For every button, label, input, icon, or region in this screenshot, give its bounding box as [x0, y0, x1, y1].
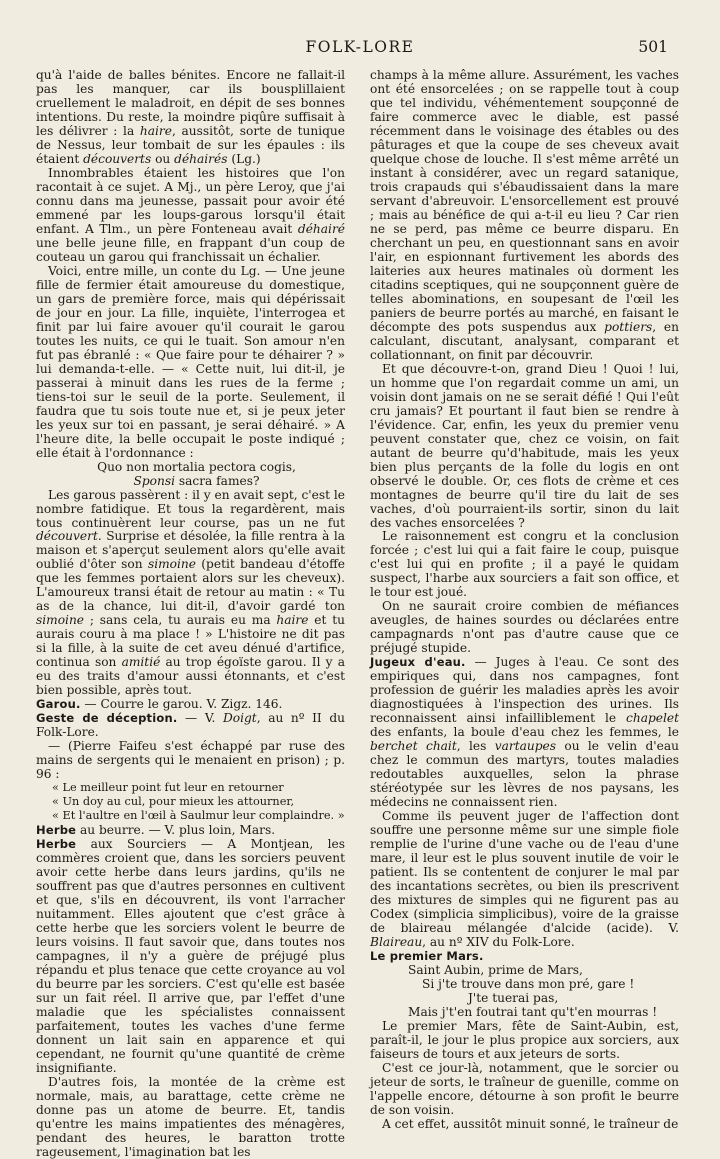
paragraph: A cet effet, aussitôt minuit sonné, le traîneur de: [382, 1116, 679, 1131]
entry-headword: Herbe: [36, 823, 77, 838]
quoted-verse: « Le meilleur point fut leur en retourner: [52, 781, 284, 795]
paragraph: qu'à l'aide de balles bénites. Encore ne fallait-il pas les manquer, car ils bousplillaient cruellement le maladroit, en dépit de ses bonnes intentions. Du reste, la moindre piqûre suffisait à les délivrer : la haire, aussitôt, sorte de tunique de Nessus, leur tombait de sur les épaules : ils étaient découverts ou déhairés (Lg.): [36, 68, 345, 166]
page-number: 501: [638, 38, 668, 56]
paragraph: C'est ce jour-là, notamment, que le sorcier ou jeteur de sorts, le traîneur de guenille, comme on l'appelle encore, détourne à son profit le beurre de son voisin.: [370, 1060, 679, 1117]
verse-line: J'te tuerai pas,: [468, 990, 559, 1005]
entry-headword: Le premier Mars.: [370, 949, 484, 964]
paragraph: On ne saurait croire combien de méfiances aveugles, de haines sourdes ou déclarées entre campagnards n'ont pas d'autre cause que ce préjugé stupide.: [370, 599, 679, 656]
entry-headword: Garou.: [36, 697, 81, 712]
verse-line: Saint Aubin, prime de Mars,: [408, 963, 583, 977]
paragraph: Comme ils peuvent juger de l'affection dont souffre une personne même sur une simple fiole remplie de l'urine d'une vache ou de l'eau d'une mare, il leur est le plus souvent inutile de voir le patient. Ils se contentent de conjurer le mal par des incantations secrètes, ou bien ils prescrivent des mixtures de simples qui ne figurent pas au Codex (simplicia simplicibus), voire de la graisse de blaireau mélangée d'alcide (acide). V. Blaireau, au nº XIV du Folk-Lore.: [370, 809, 679, 950]
verse-line: Si j'te trouve dans mon pré, gare !: [422, 976, 635, 991]
paragraph: D'autres fois, la montée de la crème est normale, mais, au barattage, cette crème ne donne pas un atome de beurre. Et, tandis qu'entre les mains impatientes des ménagères, pendant des heures, le baratton trotte rageusement, l'imagination bat les: [36, 1074, 345, 1159]
paragraph: Le raisonnement est congru et la conclusion forcée ; c'est lui qui a fait faire le coup, puisque c'est lui qui en profite ; il a payé le quidam suspect, l'harbe aux sourciers a fait son office, et le tour est joué.: [370, 529, 679, 600]
paragraph: Les garous passèrent : il y en avait sept, c'est le nombre fatidique. Et tous la regardèrent, mais tous continuèrent leur course, pas un ne fut découvert. Surprise et désolée, la fille rentra à la maison et s'aperçut seulement alors qu'elle avait oublié d'ôter son simoine (petit bandeau d'étoffe que les femmes portaient alors sur les cheveux). L'amoureux transi était de retour au matin : « Tu as de la chance, lui dit-il, d'avoir gardé ton simoine ; sans cela, tu aurais eu ma haire et tu aurais couru à ma place ! » L'histoire ne dit pas si la fille, à la suite de cet aveu dénué d'artifice, continua son amitié au trop égoïste garou. Il y a eu des traits d'amour aussi étonnants, et c'est bien possible, après tout.: [36, 487, 345, 698]
entry-le-premier-mars: [370, 949, 679, 963]
entry-herbe-au-beurre: Herbe au beurre. — V. plus loin, Mars.: [36, 823, 276, 838]
paragraph: Voici, entre mille, un conte du Lg. — Une jeune fille de fermier était amoureuse du domestique, un gars de première force, mais qui dépérissait de jour en jour. La fille, inquiète, l'interrogea et finit par lui faire avouer qu'il courait le garou toutes les nuits, ce qui le tuait. Son amour n'en fut pas ébranlé : « Que faire pour te déhairer ? » lui demanda-t-elle. — « Cette nuit, lui dit-il, je passerai à minuit dans les rues de la ferme ; tiens-toi sur le seuil de la porte. Seulement, il faudra que tu sois toute nue et, si je peux jeter les yeux sur toi en passant, je serai déhairé. » A l'heure dite, la belle occupait le poste indiqué ; elle était à l'ordonnance :: [36, 263, 345, 460]
latin-verse: Quo non mortalia pectora cogis,: [97, 459, 296, 474]
entry-garou: Garou. — Courre le garou. V. Zigz. 146.: [36, 697, 283, 712]
paragraph: champs à la même allure. Assurément, les vaches ont été ensorcelées ; on se rappelle tout à coup que tel individu, véhémentement soupçonné de faire commerce avec le diable, est passé récemment dans le voisinage des étables ou des pâturages et que la coupe de ses cheveux avait quelque chose de louche. Il s'est même arrêté un instant à considérer, avec un regard satanique, trois crapauds qui s'ébaudissaient dans la mare servant d'abreuvoir. L'ensorcellement est prouvé ; mais au bénéfice de qui a-t-il eu lieu ? Car rien ne se perd, pas même ce beurre disparu. En cherchant un peu, en questionnant sans en avoir l'air, en espionnant furtivement les abords des laiteries aux heures matinales où dorment les citadins sceptiques, qui ne soupçonnent guère de telles abominations, en soupesant de l'œil les paniers de beurre portés au marché, en faisant le décompte des pots suspendus aux pottiers, en calculant, discutant, analysant, comparant et collationnant, on finit par découvrir.: [370, 68, 679, 362]
running-head: [0, 38, 720, 58]
entry-headword: Herbe: [36, 837, 77, 852]
entry-headword: Jugeux d'eau.: [370, 655, 466, 670]
right-column: [370, 68, 679, 1131]
left-column: [36, 68, 345, 1159]
paragraph: Innombrables étaient les histoires que l'on racontait à ce sujet. A Mj., un père Leroy, que j'ai connu dans ma jeunesse, passait pour avoir été emmené par les loups-garous lorsqu'il était enfant. A Tlm., un père Fonteneau avait déhairé une belle jeune fille, en frappant d'un coup de couteau un garou qui franchissait un échalier.: [36, 165, 345, 264]
entry-jugeux-deau: Jugeux d'eau. — Juges à l'eau. Ce sont des empiriques qui, dans nos campagnes, font profession de guérir les maladies après les avoir diagnostiquées à l'inspection des urines. Ils reconnaissent ainsi infailliblement le chapelet des enfants, la boule d'eau chez les femmes, le berchet chait, les vartaupes ou le velin d'eau chez le commun des martyrs, toutes maladies redoutables auxquelles, selon la phrase stéréotypée sur les lèvres de nos paysans, les médecins ne connaissent rien.: [370, 655, 679, 810]
paragraph: Le premier Mars, fête de Saint-Aubin, est, paraît-il, le jour le plus propice aux sorciers, aux faiseurs de tours et aux jeteurs de sorts.: [370, 1018, 679, 1061]
paragraph: Et que découvre-t-on, grand Dieu ! Quoi ! lui, un homme que l'on regardait comme un ami, un voisin dont jamais on ne se serait défié ! Qui l'eût cru jamais? Et pourtant il faut bien se rendre à l'évidence. Car, enfin, les yeux du premier venu peuvent constater que, chez ce voisin, on fait autant de beurre qu'd'habitude, mais les yeux bien plus perçants de la folle du logis en ont observé le double. Or, ces flots de crème et ces montagnes de beurre qu'il tire du lait de ses vaches, d'où pourraient-ils sortir, sinon du lait des vaches ensorcelées ?: [370, 361, 679, 530]
quoted-verse: « Un doy au cul, pour mieux les attourner,: [52, 795, 295, 809]
paragraph: — (Pierre Faifeu s'est échappé par ruse des mains de sergents qui le menaient en prison) ; p. 96 :: [36, 739, 345, 782]
entry-geste-de-deception: Geste de déception. — V. Doigt, au nº II du Folk-Lore.: [36, 711, 345, 740]
entry-herbe-aux-sourciers: Herbe aux Sourciers — A Montjean, les commères croient que, dans les sorciers peuvent avoir cette herbe dans leurs jardins, qu'ils ne souffrent pas que d'autres personnes en cultivent et que, s'ils en découvrent, ils vont l'arracher nuitamment. Elles ajoutent que c'est grâce à cette herbe que les sorciers volent le beurre de leurs voisins. Il faut savoir que, dans toutes nos campagnes, il n'y a guère de préjugé plus répandu et plus tenace que cette croyance au vol du beurre par les sorciers. C'est qu'elle est basée sur un fait réel. Il arrive que, par l'effet d'une maladie que les spécialistes connaissent parfaitement, toutes les vaches d'une ferme donnent un lait sain en apparence et qui cependant, ne fournit qu'une quantité de crème insignifiante.: [36, 837, 345, 1075]
entry-headword: Geste de déception.: [36, 711, 178, 726]
latin-verse: Sponsi sacra fames?: [133, 473, 260, 488]
running-title: FOLK-LORE: [305, 38, 415, 56]
quoted-verse: « Et l'aultre en l'œil à Saulmur leur complaindre. »: [52, 809, 345, 823]
verse-line: Mais j't'en foutrai tant qu't'en mourras !: [408, 1004, 658, 1019]
